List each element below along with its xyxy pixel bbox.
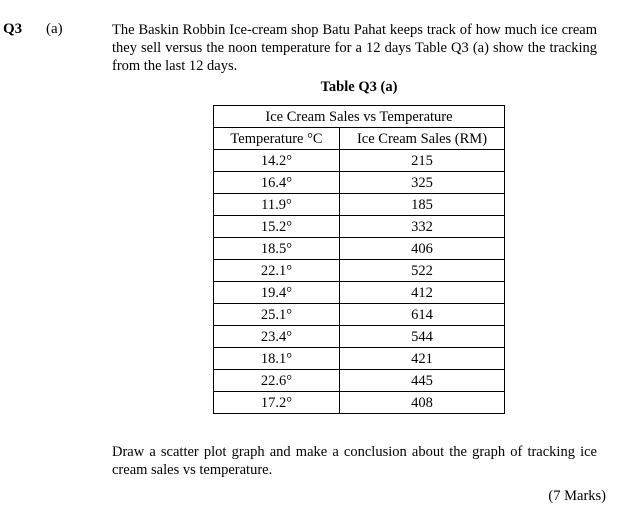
sales-cell: 421 [340, 348, 505, 370]
table-row [214, 238, 505, 260]
temperature-cell: 17.2° [214, 392, 340, 414]
table-body [214, 150, 505, 414]
temperature-cell: 15.2° [214, 216, 340, 238]
table-row [214, 392, 505, 414]
table-label: Table Q3 (a) [320, 79, 398, 95]
sales-cell: 325 [340, 172, 505, 194]
sales-cell: 332 [340, 216, 505, 238]
temperature-cell: 25.1° [214, 304, 340, 326]
header-temperature: Temperature °C [214, 128, 340, 150]
temperature-cell: 18.1° [214, 348, 340, 370]
table-row [214, 348, 505, 370]
table-row [214, 370, 505, 392]
table-caption: Ice Cream Sales vs Temperature [214, 106, 505, 128]
sales-cell: 412 [340, 282, 505, 304]
table-row [214, 150, 505, 172]
sales-cell: 406 [340, 238, 505, 260]
header-sales: Ice Cream Sales (RM) [340, 128, 505, 150]
question-part: (a) [46, 21, 63, 37]
marks-label: (7 Marks) [548, 488, 606, 504]
table-row [214, 304, 505, 326]
sales-cell: 215 [340, 150, 505, 172]
table-caption-row [214, 106, 505, 128]
sales-temperature-table [213, 105, 505, 414]
table-row [214, 194, 505, 216]
table-row [214, 172, 505, 194]
table-row [214, 216, 505, 238]
sales-cell: 185 [340, 194, 505, 216]
question-number: Q3 [3, 21, 23, 37]
question-instruction: Draw a scatter plot graph and make a conclusion about the graph of tracking ice cream sales vs temperature. [112, 444, 597, 478]
temperature-cell: 14.2° [214, 150, 340, 172]
sales-cell: 445 [340, 370, 505, 392]
temperature-cell: 11.9° [214, 194, 340, 216]
temperature-cell: 16.4° [214, 172, 340, 194]
sales-cell: 614 [340, 304, 505, 326]
temperature-cell: 22.6° [214, 370, 340, 392]
table-header-row [214, 128, 505, 150]
temperature-cell: 19.4° [214, 282, 340, 304]
table-row [214, 282, 505, 304]
table-row [214, 326, 505, 348]
temperature-cell: 22.1° [214, 260, 340, 282]
sales-cell: 408 [340, 392, 505, 414]
question-intro: The Baskin Robbin Ice-cream shop Batu Pahat keeps track of how much ice cream they sell versus the noon temperature for a 12 days Table Q3 (a) show the tracking from the last 12 days. [112, 22, 597, 74]
temperature-cell: 18.5° [214, 238, 340, 260]
sales-cell: 544 [340, 326, 505, 348]
table-row [214, 260, 505, 282]
sales-cell: 522 [340, 260, 505, 282]
temperature-cell: 23.4° [214, 326, 340, 348]
